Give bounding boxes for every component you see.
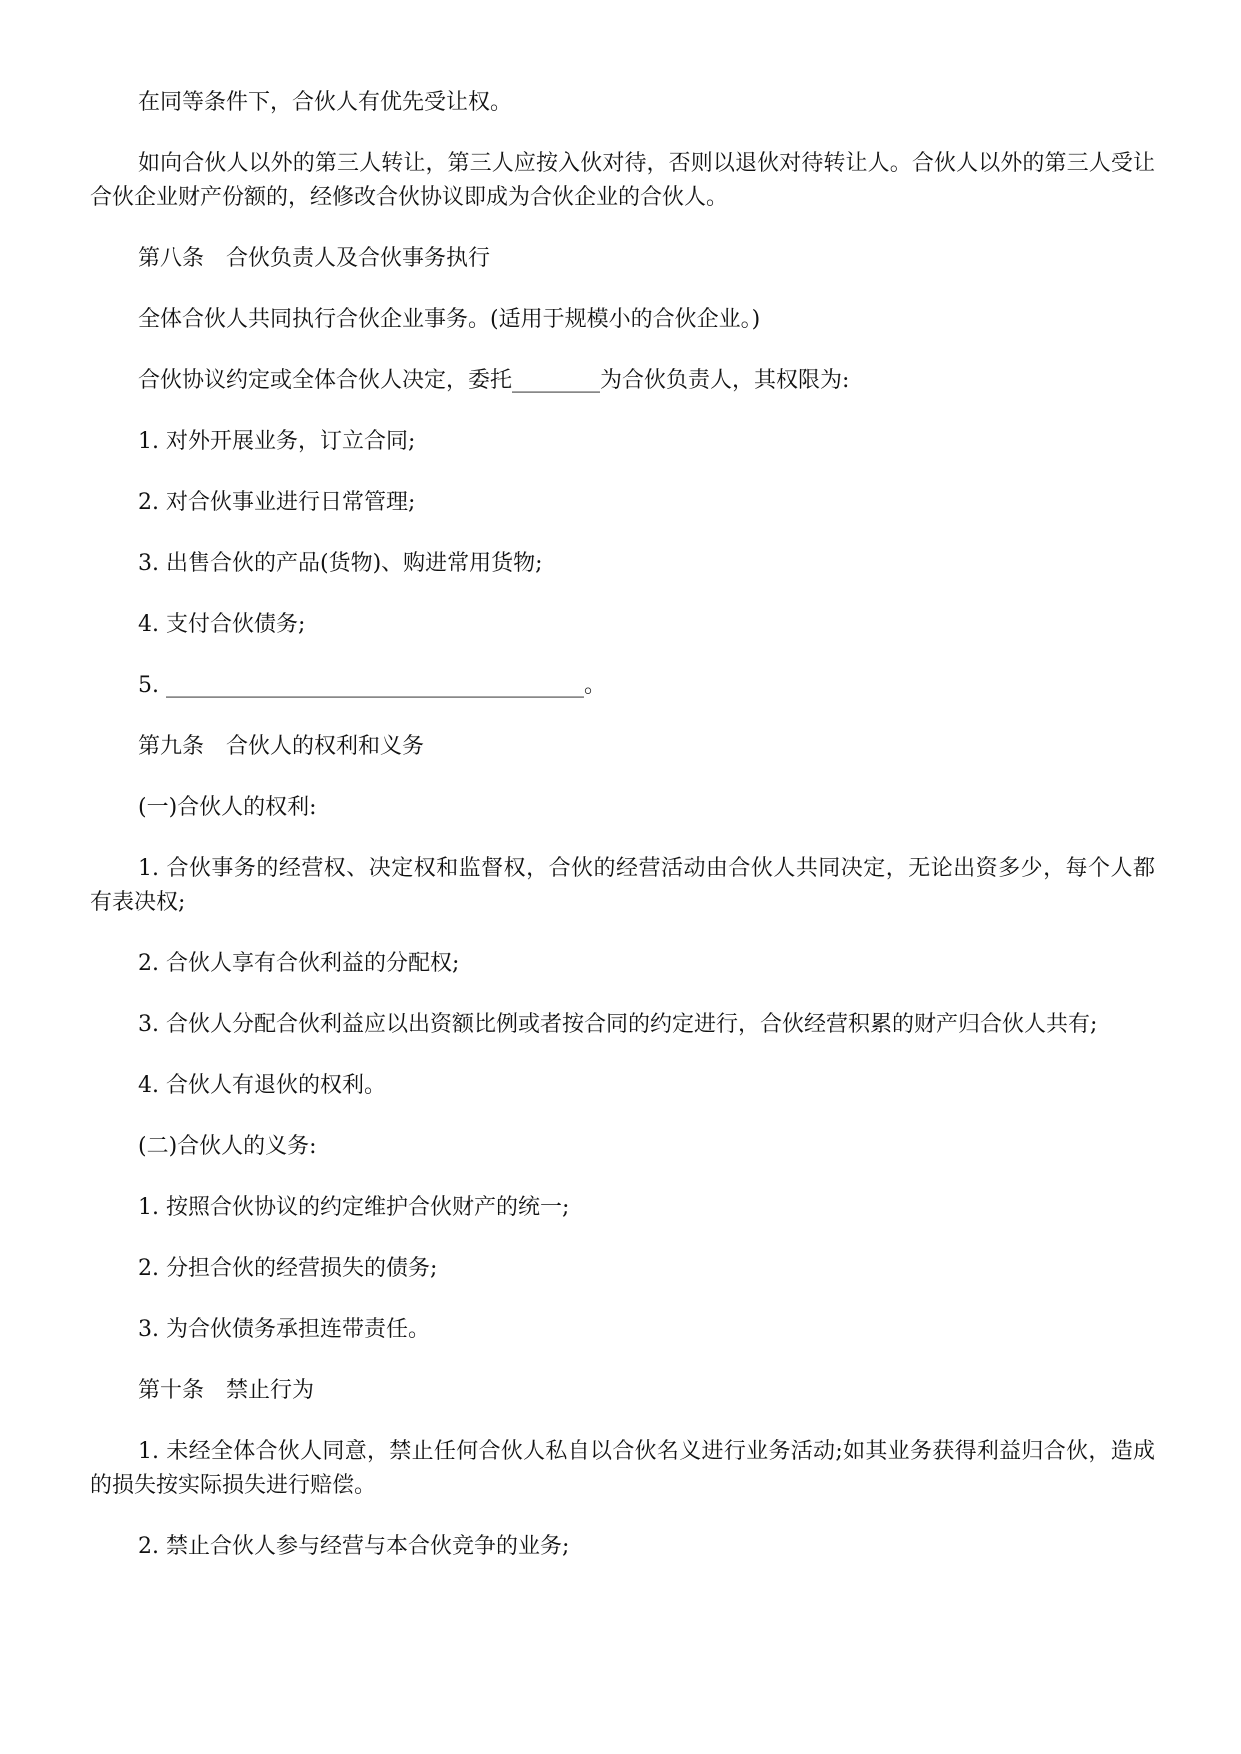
prohibited-item-2: 2. 禁止合伙人参与经营与本合伙竞争的业务; bbox=[138, 1534, 570, 1559]
article-10-heading: 第十条 禁止行为 bbox=[138, 1378, 315, 1403]
rights-item-4: 4. 合伙人有退伙的权利。 bbox=[138, 1073, 386, 1098]
obligations-item-1: 1. 按照合伙协议的约定维护合伙财产的统一; bbox=[138, 1195, 570, 1220]
authority-item-2: 2. 对合伙事业进行日常管理; bbox=[138, 490, 416, 515]
paragraph-joint-execution: 全体合伙人共同执行合伙企业事务。(适用于规模小的合伙企业。) bbox=[138, 307, 761, 332]
paragraph-appoint-responsible-person: 合伙协议约定或全体合伙人决定，委托________为合伙负责人，其权限为: bbox=[138, 368, 850, 393]
authority-item-5: 5. ______________________________________。 bbox=[138, 673, 606, 698]
rights-item-2: 2. 合伙人享有合伙利益的分配权; bbox=[138, 951, 460, 976]
rights-subheading: (一)合伙人的权利: bbox=[138, 795, 317, 820]
rights-item-3: 3. 合伙人分配合伙利益应以出资额比例或者按合同的约定进行，合伙经营积累的财产归合伙人共有; bbox=[138, 1012, 1098, 1037]
document-body bbox=[90, 86, 1155, 1591]
paragraph-third-party-transfer: 如向合伙人以外的第三人转让，第三人应按入伙对待，否则以退伙对待转让人。合伙人以外的第三人受让合伙企业财产份额的，经修改合伙协议即成为合伙企业的合伙人。 bbox=[90, 151, 1155, 210]
prohibited-item-1: 1. 未经全体合伙人同意，禁止任何合伙人私自以合伙名义进行业务活动;如其业务获得利益归合伙，造成的损失按实际损失进行赔偿。 bbox=[90, 1439, 1155, 1498]
authority-item-3: 3. 出售合伙的产品(货物)、购进常用货物; bbox=[138, 551, 543, 576]
authority-item-4: 4. 支付合伙债务; bbox=[138, 612, 306, 637]
rights-item-1: 1. 合伙事务的经营权、决定权和监督权，合伙的经营活动由合伙人共同决定，无论出资多少，每个人都有表决权; bbox=[90, 856, 1155, 915]
paragraph-preemptive-right: 在同等条件下，合伙人有优先受让权。 bbox=[138, 90, 513, 115]
article-9-heading: 第九条 合伙人的权利和义务 bbox=[138, 734, 425, 759]
obligations-item-3: 3. 为合伙债务承担连带责任。 bbox=[138, 1317, 430, 1342]
article-8-heading: 第八条 合伙负责人及合伙事务执行 bbox=[138, 246, 491, 271]
authority-item-1: 1. 对外开展业务，订立合同; bbox=[138, 429, 416, 454]
obligations-subheading: (二)合伙人的义务: bbox=[138, 1134, 317, 1159]
obligations-item-2: 2. 分担合伙的经营损失的债务; bbox=[138, 1256, 438, 1281]
